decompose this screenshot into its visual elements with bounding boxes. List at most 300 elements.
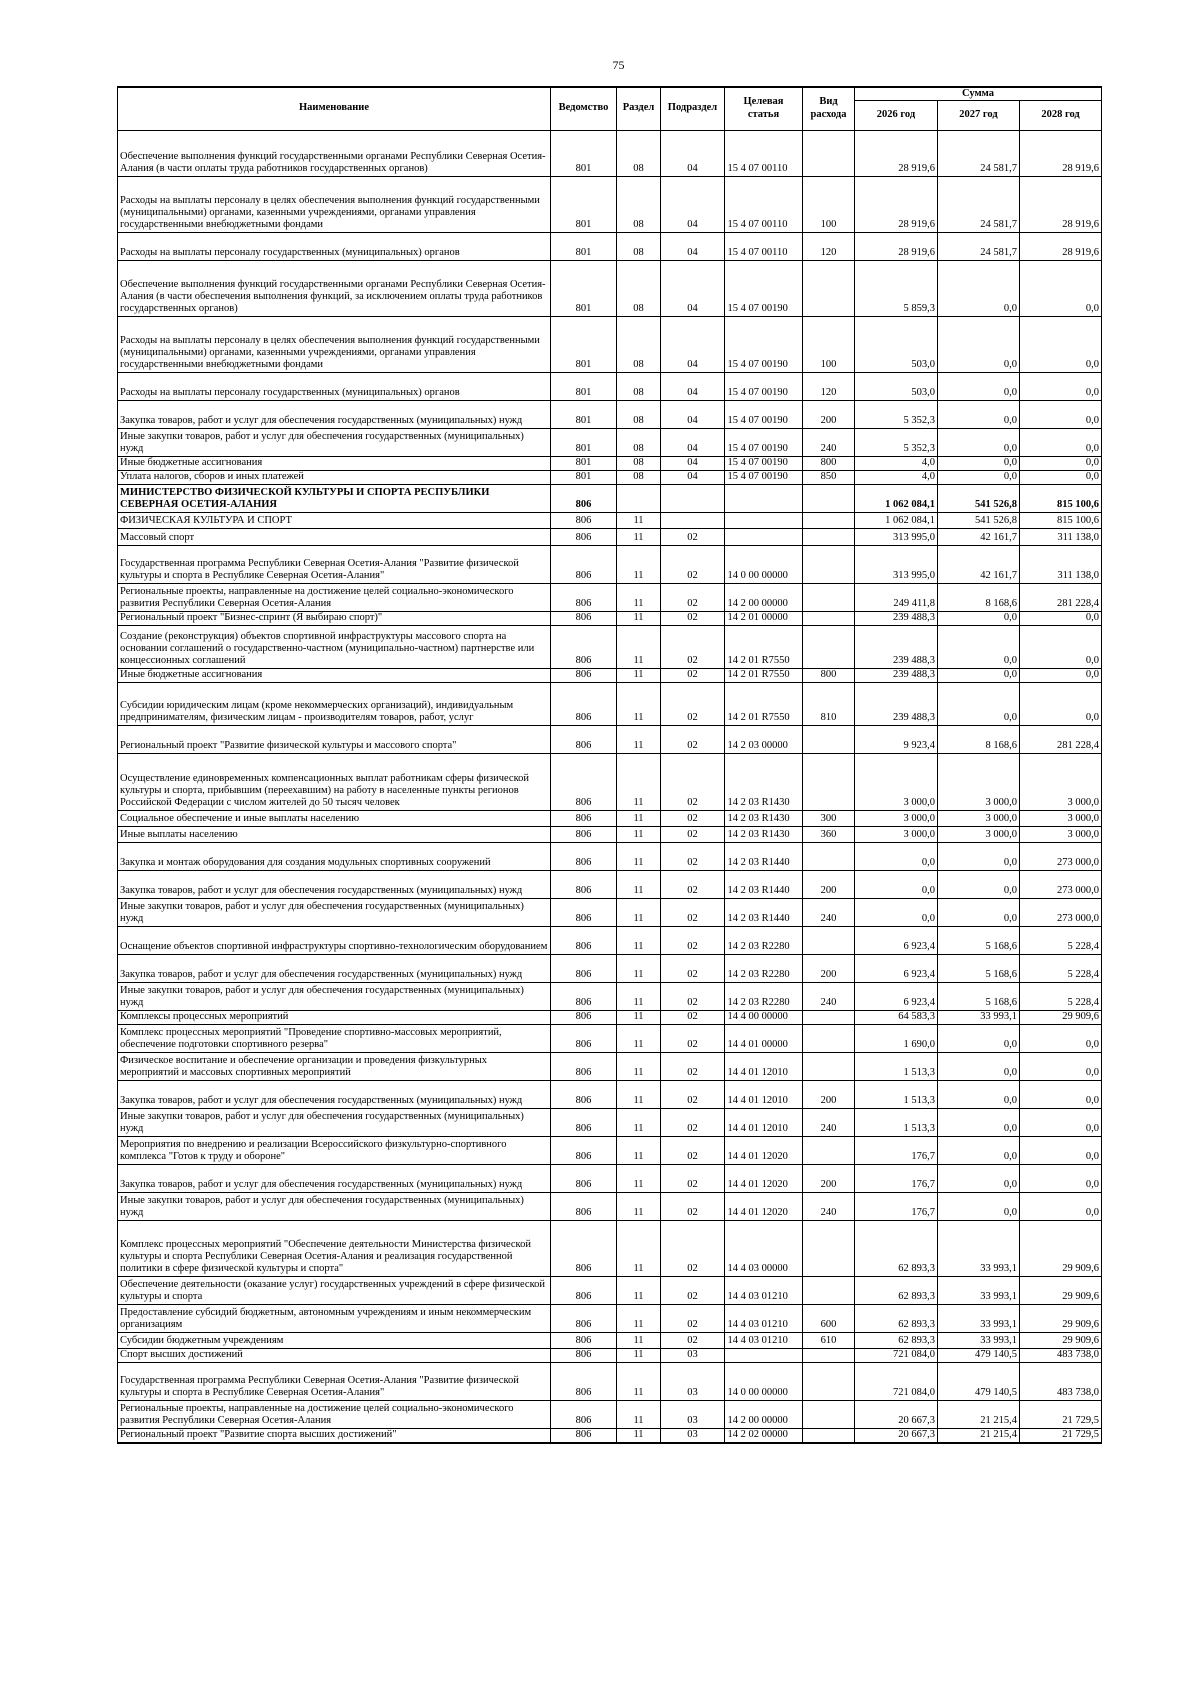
row-vid-raskhoda: 300 (803, 811, 855, 827)
row-sum-2027: 0,0 (938, 1053, 1020, 1081)
row-vid-raskhoda: 100 (803, 317, 855, 373)
row-sum-2027: 479 140,5 (938, 1349, 1020, 1363)
table-row (118, 1333, 1102, 1349)
row-sum-2026: 62 893,3 (855, 1277, 938, 1305)
row-sum-2026: 239 488,3 (855, 612, 938, 626)
row-celevaya-statya (725, 843, 803, 871)
row-sum-2028: 0,0 (1020, 1081, 1102, 1109)
row-name: Массовый спорт (118, 529, 551, 546)
row-razdel: 11 (617, 1053, 661, 1081)
row-celevaya-statya (725, 233, 803, 261)
target-code-text: 14 4 01 12010 (727, 1095, 788, 1107)
target-code-text: 15 4 07 00190 (727, 302, 788, 314)
row-name: МИНИСТЕРСТВО ФИЗИЧЕСКОЙ КУЛЬТУРЫ И СПОРТА РЕСПУБЛИКИ СЕВЕРНАЯ ОСЕТИЯ-АЛАНИЯ (118, 485, 551, 513)
row-vid-raskhoda: 810 (803, 683, 855, 726)
row-sum-2028: 0,0 (1020, 261, 1102, 317)
row-sum-2028: 0,0 (1020, 1165, 1102, 1193)
target-code-text: 14 2 03 00000 (727, 740, 788, 752)
row-sum-2028: 21 729,5 (1020, 1429, 1102, 1444)
row-sum-2026: 3 000,0 (855, 754, 938, 811)
row-sum-2027: 33 993,1 (938, 1011, 1020, 1025)
row-razdel: 11 (617, 669, 661, 683)
row-name: Иные закупки товаров, работ и услуг для обеспечения государственных (муниципальных) нужд (118, 429, 551, 457)
row-celevaya-statya (725, 754, 803, 811)
table-row (118, 584, 1102, 612)
row-sum-2028: 21 729,5 (1020, 1401, 1102, 1429)
row-podrazdel: 02 (661, 1277, 725, 1305)
row-podrazdel: 02 (661, 955, 725, 983)
row-podrazdel: 02 (661, 827, 725, 843)
row-celevaya-statya (725, 899, 803, 927)
row-vedomstvo: 806 (551, 955, 617, 983)
row-sum-2028: 29 909,6 (1020, 1011, 1102, 1025)
row-razdel: 08 (617, 131, 661, 177)
row-razdel: 11 (617, 955, 661, 983)
row-razdel: 11 (617, 513, 661, 529)
row-vedomstvo: 801 (551, 317, 617, 373)
row-celevaya-statya (725, 457, 803, 471)
row-sum-2027: 0,0 (938, 626, 1020, 669)
row-vid-raskhoda: 200 (803, 871, 855, 899)
row-podrazdel: 04 (661, 261, 725, 317)
table-row (118, 1277, 1102, 1305)
row-name: Субсидии бюджетным учреждениям (118, 1333, 551, 1349)
target-code-text: 15 4 07 00110 (727, 218, 788, 230)
row-razdel: 11 (617, 1193, 661, 1221)
row-vedomstvo: 806 (551, 927, 617, 955)
row-sum-2027: 0,0 (938, 317, 1020, 373)
row-sum-2027: 0,0 (938, 669, 1020, 683)
row-razdel: 08 (617, 177, 661, 233)
row-sum-2026: 5 352,3 (855, 401, 938, 429)
row-celevaya-statya (725, 1165, 803, 1193)
target-code-text: 14 2 03 R1430 (727, 797, 790, 809)
row-vedomstvo: 806 (551, 1363, 617, 1401)
row-vid-raskhoda: 200 (803, 1165, 855, 1193)
table-row (118, 317, 1102, 373)
row-name: Создание (реконструкция) объектов спортивной инфраструктуры массового спорта на основании соглашений о государственно-частном (муниципально-частном) партнерстве или концессионных соглашений (118, 626, 551, 669)
target-code-text: 14 4 03 01210 (727, 1291, 788, 1303)
row-sum-2026: 28 919,6 (855, 131, 938, 177)
row-name: Иные закупки товаров, работ и услуг для обеспечения государственных (муниципальных) нужд (118, 983, 551, 1011)
row-sum-2026: 1 513,3 (855, 1053, 938, 1081)
row-razdel: 11 (617, 626, 661, 669)
row-sum-2026: 62 893,3 (855, 1221, 938, 1277)
row-sum-2026: 176,7 (855, 1193, 938, 1221)
row-name: Закупка товаров, работ и услуг для обеспечения государственных (муниципальных) нужд (118, 955, 551, 983)
row-razdel: 11 (617, 546, 661, 584)
row-podrazdel (661, 513, 725, 529)
row-sum-2028: 28 919,6 (1020, 233, 1102, 261)
row-sum-2027: 21 215,4 (938, 1429, 1020, 1444)
row-razdel: 11 (617, 1277, 661, 1305)
row-sum-2028: 0,0 (1020, 1025, 1102, 1053)
row-sum-2026: 1 062 084,1 (855, 485, 938, 513)
row-vid-raskhoda (803, 131, 855, 177)
row-sum-2028: 0,0 (1020, 669, 1102, 683)
row-celevaya-statya (725, 1305, 803, 1333)
row-vid-raskhoda: 240 (803, 1193, 855, 1221)
row-razdel: 11 (617, 1333, 661, 1349)
row-podrazdel: 02 (661, 754, 725, 811)
row-vedomstvo: 806 (551, 1109, 617, 1137)
row-sum-2026: 6 923,4 (855, 983, 938, 1011)
row-sum-2027: 33 993,1 (938, 1277, 1020, 1305)
row-vid-raskhoda: 610 (803, 1333, 855, 1349)
target-code-text: 15 4 07 00110 (727, 162, 788, 174)
row-razdel: 08 (617, 471, 661, 485)
row-razdel: 11 (617, 927, 661, 955)
row-sum-2027: 0,0 (938, 612, 1020, 626)
target-code-text: 14 2 03 R1440 (727, 913, 790, 925)
row-name: Региональный проект "Развитие физической культуры и массового спорта" (118, 726, 551, 754)
row-podrazdel: 04 (661, 373, 725, 401)
row-razdel: 11 (617, 754, 661, 811)
row-razdel: 11 (617, 1025, 661, 1053)
row-vid-raskhoda (803, 261, 855, 317)
row-vedomstvo: 806 (551, 529, 617, 546)
row-vid-raskhoda (803, 513, 855, 529)
target-code-text: 14 0 00 00000 (727, 570, 788, 582)
row-celevaya-statya (725, 871, 803, 899)
row-sum-2026: 0,0 (855, 899, 938, 927)
row-sum-2028: 815 100,6 (1020, 513, 1102, 529)
table-row (118, 1053, 1102, 1081)
row-sum-2027: 0,0 (938, 429, 1020, 457)
row-vid-raskhoda: 240 (803, 429, 855, 457)
row-podrazdel: 02 (661, 927, 725, 955)
header-vedomstvo: Ведомство (551, 87, 617, 131)
row-sum-2028: 0,0 (1020, 429, 1102, 457)
row-sum-2027: 8 168,6 (938, 584, 1020, 612)
row-razdel: 11 (617, 612, 661, 626)
row-celevaya-statya (725, 726, 803, 754)
row-vedomstvo: 806 (551, 1053, 617, 1081)
row-vedomstvo: 801 (551, 177, 617, 233)
table-row (118, 1109, 1102, 1137)
row-podrazdel: 03 (661, 1429, 725, 1444)
row-vedomstvo: 801 (551, 373, 617, 401)
page-number: 75 (612, 58, 625, 72)
table-row (118, 457, 1102, 471)
row-podrazdel: 04 (661, 131, 725, 177)
row-sum-2026: 313 995,0 (855, 529, 938, 546)
row-razdel: 11 (617, 1429, 661, 1444)
row-sum-2028: 0,0 (1020, 626, 1102, 669)
row-celevaya-statya (725, 669, 803, 683)
row-podrazdel: 02 (661, 726, 725, 754)
row-vid-raskhoda (803, 626, 855, 669)
table-row (118, 683, 1102, 726)
row-sum-2026: 1 690,0 (855, 1025, 938, 1053)
table-row (118, 546, 1102, 584)
row-celevaya-statya (725, 1349, 803, 1363)
row-celevaya-statya (725, 1193, 803, 1221)
row-sum-2027: 42 161,7 (938, 546, 1020, 584)
row-vid-raskhoda (803, 1053, 855, 1081)
row-podrazdel: 02 (661, 983, 725, 1011)
row-vedomstvo: 806 (551, 612, 617, 626)
row-vedomstvo: 806 (551, 1305, 617, 1333)
table-row (118, 1401, 1102, 1429)
row-celevaya-statya (725, 683, 803, 726)
row-name: Иные выплаты населению (118, 827, 551, 843)
row-name: Расходы на выплаты персоналу государственных (муниципальных) органов (118, 373, 551, 401)
row-sum-2028: 0,0 (1020, 317, 1102, 373)
row-vedomstvo: 801 (551, 233, 617, 261)
row-vid-raskhoda: 850 (803, 471, 855, 485)
target-code-text: 15 4 07 00190 (727, 471, 788, 483)
row-sum-2027: 0,0 (938, 1193, 1020, 1221)
row-podrazdel: 02 (661, 1221, 725, 1277)
table-row (118, 827, 1102, 843)
target-code-text: 14 4 01 12010 (727, 1067, 788, 1079)
row-vedomstvo: 806 (551, 546, 617, 584)
table-row (118, 1025, 1102, 1053)
target-code-text: 14 2 02 00000 (727, 1429, 788, 1441)
row-razdel (617, 485, 661, 513)
target-code-text: 14 0 00 00000 (727, 1387, 788, 1399)
target-code-text: 15 4 07 00190 (727, 442, 788, 454)
header-year-2027: 2027 год (938, 101, 1020, 131)
row-celevaya-statya (725, 131, 803, 177)
row-celevaya-statya (725, 1137, 803, 1165)
table-row (118, 401, 1102, 429)
header-celevaya-statya: Целевая статья (725, 87, 803, 131)
target-code-text: 14 2 03 R2280 (727, 969, 790, 981)
target-code-text: 14 4 01 12010 (727, 1123, 788, 1135)
row-sum-2026: 176,7 (855, 1165, 938, 1193)
row-sum-2028: 0,0 (1020, 1193, 1102, 1221)
table-row (118, 1349, 1102, 1363)
row-celevaya-statya (725, 373, 803, 401)
target-code-text: 14 2 01 R7550 (727, 712, 790, 724)
row-name: Осуществление единовременных компенсационных выплат работникам сферы физической культуры и спорта, прибывшим (переехавшим) на работу в населенные пункты регионов Российской Федерации с числом жителей до 50 тысяч человек (118, 754, 551, 811)
row-podrazdel: 02 (661, 899, 725, 927)
row-name: Физическое воспитание и обеспечение организации и проведения физкультурных мероприятий и массовых спортивных мероприятий (118, 1053, 551, 1081)
row-podrazdel: 03 (661, 1363, 725, 1401)
row-celevaya-statya (725, 1333, 803, 1349)
row-podrazdel: 02 (661, 1305, 725, 1333)
row-celevaya-statya (725, 471, 803, 485)
table-row (118, 626, 1102, 669)
row-sum-2027: 5 168,6 (938, 955, 1020, 983)
row-vedomstvo: 806 (551, 1401, 617, 1429)
row-sum-2028: 3 000,0 (1020, 754, 1102, 811)
row-celevaya-statya (725, 529, 803, 546)
row-name: Закупка товаров, работ и услуг для обеспечения государственных (муниципальных) нужд (118, 401, 551, 429)
target-code-text: 14 2 03 R2280 (727, 997, 790, 1009)
row-razdel: 11 (617, 726, 661, 754)
row-vedomstvo: 806 (551, 1025, 617, 1053)
target-code-text: 14 4 00 00000 (727, 1011, 788, 1023)
row-sum-2028: 29 909,6 (1020, 1305, 1102, 1333)
row-sum-2027: 0,0 (938, 261, 1020, 317)
row-podrazdel: 02 (661, 843, 725, 871)
row-sum-2028: 815 100,6 (1020, 485, 1102, 513)
row-razdel: 11 (617, 683, 661, 726)
row-name: Региональные проекты, направленные на достижение целей социально-экономического развития Республики Северная Осетия-Алания (118, 584, 551, 612)
row-vedomstvo: 806 (551, 513, 617, 529)
row-vedomstvo: 801 (551, 131, 617, 177)
row-sum-2028: 29 909,6 (1020, 1333, 1102, 1349)
row-name: Региональный проект "Развитие спорта высших достижений" (118, 1429, 551, 1444)
row-sum-2028: 483 738,0 (1020, 1363, 1102, 1401)
table-row (118, 1193, 1102, 1221)
row-celevaya-statya (725, 1025, 803, 1053)
row-name: Иные закупки товаров, работ и услуг для обеспечения государственных (муниципальных) нужд (118, 1109, 551, 1137)
row-celevaya-statya (725, 626, 803, 669)
table-row (118, 131, 1102, 177)
row-vid-raskhoda: 120 (803, 233, 855, 261)
row-razdel: 11 (617, 1363, 661, 1401)
target-code-text: 14 2 03 R1440 (727, 857, 790, 869)
row-vedomstvo: 806 (551, 811, 617, 827)
row-vid-raskhoda (803, 1011, 855, 1025)
row-vid-raskhoda (803, 1401, 855, 1429)
row-celevaya-statya (725, 485, 803, 513)
row-celevaya-statya (725, 177, 803, 233)
row-podrazdel (661, 485, 725, 513)
table-row (118, 899, 1102, 927)
target-code-text: 14 4 03 01210 (727, 1319, 788, 1331)
row-name: Государственная программа Республики Северная Осетия-Алания "Развитие физической культуры и спорта в Республике Северная Осетия-Алания" (118, 1363, 551, 1401)
row-name: Закупка товаров, работ и услуг для обеспечения государственных (муниципальных) нужд (118, 1081, 551, 1109)
row-sum-2027: 33 993,1 (938, 1305, 1020, 1333)
row-celevaya-statya (725, 1363, 803, 1401)
row-sum-2026: 28 919,6 (855, 177, 938, 233)
target-code-text: 14 2 01 R7550 (727, 655, 790, 667)
row-name: Закупка и монтаж оборудования для создания модульных спортивных сооружений (118, 843, 551, 871)
row-podrazdel: 02 (661, 1025, 725, 1053)
row-sum-2027: 0,0 (938, 1165, 1020, 1193)
row-sum-2026: 313 995,0 (855, 546, 938, 584)
row-sum-2027: 0,0 (938, 1081, 1020, 1109)
row-vedomstvo: 806 (551, 584, 617, 612)
row-sum-2028: 28 919,6 (1020, 177, 1102, 233)
row-sum-2028: 273 000,0 (1020, 899, 1102, 927)
row-name: Комплекс процессных мероприятий "Проведение спортивно-массовых мероприятий, обеспечение подготовки спортивного резерва" (118, 1025, 551, 1053)
row-sum-2028: 28 919,6 (1020, 131, 1102, 177)
row-vid-raskhoda (803, 1429, 855, 1444)
row-vid-raskhoda (803, 612, 855, 626)
row-sum-2028: 5 228,4 (1020, 983, 1102, 1011)
row-sum-2028: 273 000,0 (1020, 871, 1102, 899)
row-sum-2026: 176,7 (855, 1137, 938, 1165)
row-sum-2026: 721 084,0 (855, 1363, 938, 1401)
table-row (118, 612, 1102, 626)
row-podrazdel: 02 (661, 1137, 725, 1165)
table-row (118, 955, 1102, 983)
row-podrazdel: 02 (661, 584, 725, 612)
row-name: Обеспечение выполнения функций государственными органами Республики Северная Осетия-Алания (в части обеспечения выполнения функций, за исключением оплаты труда работников государственных органов) (118, 261, 551, 317)
row-vid-raskhoda (803, 843, 855, 871)
row-vid-raskhoda (803, 1025, 855, 1053)
row-sum-2028: 483 738,0 (1020, 1349, 1102, 1363)
row-razdel: 11 (617, 584, 661, 612)
row-celevaya-statya (725, 317, 803, 373)
row-vedomstvo: 806 (551, 1349, 617, 1363)
row-sum-2026: 0,0 (855, 871, 938, 899)
row-podrazdel: 03 (661, 1401, 725, 1429)
row-podrazdel: 02 (661, 871, 725, 899)
row-sum-2027: 21 215,4 (938, 1401, 1020, 1429)
row-sum-2027: 0,0 (938, 373, 1020, 401)
row-vid-raskhoda (803, 485, 855, 513)
row-name: Спорт высших достижений (118, 1349, 551, 1363)
header-podrazdel: Подраздел (661, 87, 725, 131)
target-code-text: 15 4 07 00190 (727, 414, 788, 426)
row-name: Государственная программа Республики Северная Осетия-Алания "Развитие физической культуры и спорта в Республике Северная Осетия-Алания" (118, 546, 551, 584)
row-razdel: 11 (617, 1401, 661, 1429)
table-row (118, 983, 1102, 1011)
header-name: Наименование (118, 87, 551, 131)
row-sum-2027: 3 000,0 (938, 754, 1020, 811)
row-vid-raskhoda: 100 (803, 177, 855, 233)
row-sum-2026: 4,0 (855, 457, 938, 471)
row-sum-2026: 64 583,3 (855, 1011, 938, 1025)
target-code-text: 14 4 01 12020 (727, 1179, 788, 1191)
row-vedomstvo: 806 (551, 754, 617, 811)
row-razdel: 11 (617, 811, 661, 827)
row-vid-raskhoda (803, 529, 855, 546)
row-name: Региональный проект "Бизнес-спринт (Я выбираю спорт)" (118, 612, 551, 626)
target-code-text: 15 4 07 00110 (727, 246, 788, 258)
row-celevaya-statya (725, 827, 803, 843)
table-row (118, 843, 1102, 871)
row-name: Мероприятия по внедрению и реализации Всероссийского физкультурно-спортивного комплекса "Готов к труду и обороне" (118, 1137, 551, 1165)
table-row (118, 669, 1102, 683)
row-vid-raskhoda (803, 1349, 855, 1363)
row-sum-2026: 5 352,3 (855, 429, 938, 457)
header-razdel: Раздел (617, 87, 661, 131)
row-podrazdel: 02 (661, 612, 725, 626)
row-sum-2028: 311 138,0 (1020, 546, 1102, 584)
row-celevaya-statya (725, 1011, 803, 1025)
table-row (118, 871, 1102, 899)
row-celevaya-statya (725, 927, 803, 955)
row-vedomstvo: 806 (551, 669, 617, 683)
row-sum-2028: 0,0 (1020, 373, 1102, 401)
row-sum-2027: 3 000,0 (938, 827, 1020, 843)
row-razdel: 11 (617, 983, 661, 1011)
row-sum-2026: 1 513,3 (855, 1081, 938, 1109)
row-vid-raskhoda: 240 (803, 1109, 855, 1137)
row-vedomstvo: 806 (551, 1137, 617, 1165)
row-vid-raskhoda: 200 (803, 1081, 855, 1109)
row-sum-2027: 5 168,6 (938, 927, 1020, 955)
target-code-text: 14 2 03 R1430 (727, 829, 790, 841)
table-row (118, 529, 1102, 546)
row-sum-2026: 28 919,6 (855, 233, 938, 261)
row-podrazdel: 02 (661, 529, 725, 546)
row-vid-raskhoda (803, 546, 855, 584)
row-sum-2028: 3 000,0 (1020, 811, 1102, 827)
row-sum-2026: 3 000,0 (855, 811, 938, 827)
row-sum-2028: 0,0 (1020, 683, 1102, 726)
table-row (118, 261, 1102, 317)
row-sum-2027: 24 581,7 (938, 131, 1020, 177)
row-vid-raskhoda: 240 (803, 899, 855, 927)
row-podrazdel: 02 (661, 626, 725, 669)
row-razdel: 11 (617, 529, 661, 546)
table-row (118, 429, 1102, 457)
row-sum-2027: 541 526,8 (938, 513, 1020, 529)
row-razdel: 11 (617, 1081, 661, 1109)
target-code-text: 15 4 07 00190 (727, 457, 788, 468)
row-sum-2028: 0,0 (1020, 612, 1102, 626)
row-sum-2027: 0,0 (938, 899, 1020, 927)
